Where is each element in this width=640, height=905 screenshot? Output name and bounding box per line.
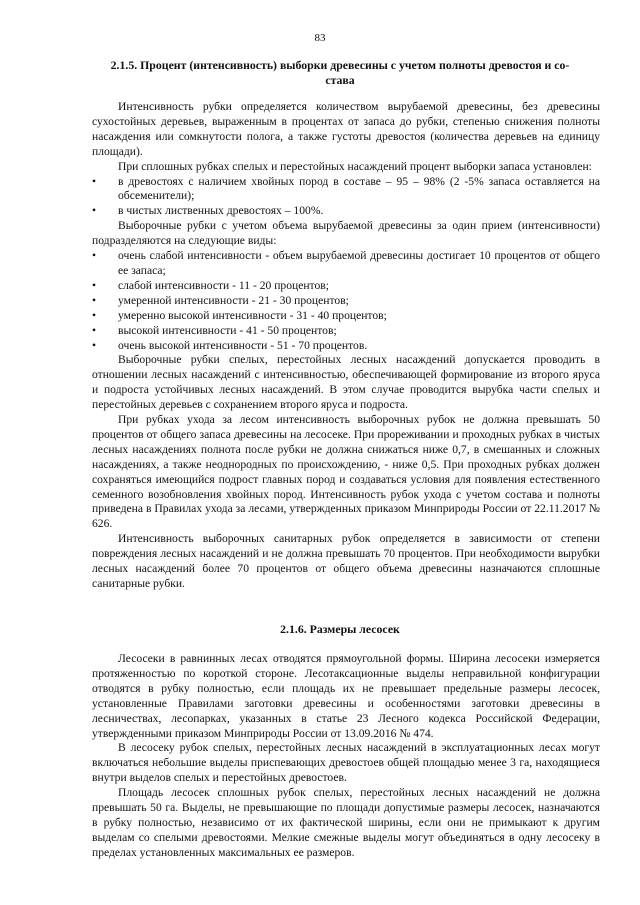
section-heading-2-1-5: [80, 58, 600, 88]
list-item: • высокой интенсивности - 41 - 50 процентов;: [92, 324, 600, 339]
paragraph: Выборочные рубки спелых, перестойных лесных насаждений допускается проводить в отношении лесных насаждений с интенсивностью, обеспечивающей формирование из второго яруса и подроста устойчивых лесных насаждений. В этом случае проводится вырубка части спелых и перестойных деревьев с сохранением второго яруса и подроста.: [92, 353, 600, 412]
list-item: • умеренной интенсивности - 21 - 30 процентов;: [92, 294, 600, 309]
paragraph: При сплошных рубках спелых и перестойных насаждений процент выборки запаса установлен:: [118, 159, 592, 173]
list-item: • умеренно высокой интенсивности - 31 - 40 процентов;: [92, 309, 600, 324]
paragraph: Интенсивность выборочных санитарных рубок определяется в зависимости от степени повреждения лесных насаждений и не должна превышать 70 процентов. При необходимости вырубки лесных насаждений более 70 процентов от общего объема древесины назначаются сплошные санитарные рубки.: [92, 532, 600, 590]
paragraph: Лесосеки в равнинных лесах отводятся прямоугольной формы. Ширина лесосеки измеряется протяженностью по короткой стороне. Лесотаксационные выделы неправильной конфигурации отводятся в рубку полностью, если площадь их не превышает предельные размеры лесосек, установленные Правилами заготовки древесины и особенностями заготовки древесины в лесничествах, лесопарках, указанных в статье 23 Лесного кодекса Российской Федерации, утвержденными приказом Минприроды России от 13.09.2016 № 474.: [92, 652, 600, 740]
bullet-list: [92, 249, 600, 353]
section-heading-2-1-6: 2.1.6. Размеры лесосек: [280, 622, 400, 636]
paragraph: Выборочные рубки с учетом объема вырубаемой древесины за один прием (интенсивности) подразделяются на следующие виды:: [92, 219, 600, 248]
list-item: • очень высокой интенсивности - 51 - 70 процентов.: [92, 339, 600, 354]
section-heading-line1: 2.1.5. Процент (интенсивность) выборки древесины с учетом полноты древостоя и со-: [110, 58, 570, 72]
list-item: • слабой интенсивности - 11 - 20 процентов;: [92, 279, 600, 294]
list-item: • в древостоях с наличием хвойных пород в составе – 95 – 98% (2 -5% запаса оставляется на обсеменители);: [92, 175, 600, 205]
list-item: • в чистых лиственных древостоях – 100%.: [92, 204, 600, 219]
paragraph: При рубках ухода за лесом интенсивность выборочных рубок не должна превышать 50 процентов от общего запаса древесины на лесосеке. При прореживании и проходных рубках в чистых лесных насаждениях полнота после рубки не должна снижаться ниже 0,7, в смешанных и сложных насаждениях, а также неоднородных по происхождению, - ниже 0,5. При проходных рубках должен сохраняться имеющийся подрост главных пород и создаваться условия для появления естественного семенного возобновления хвойных пород. Интенсивность рубок ухода с учетом состава и полноты приведена в Правилах ухода за лесами, утвержденных приказом Минприроды России от 22.11.2017 № 626.: [92, 413, 600, 531]
paragraph: Площадь лесосек сплошных рубок спелых, перестойных лесных насаждений не должна превышать 50 га. Выделы, не превышающие по площади допустимые размеры лесосек, назначаются в рубку полностью, независимо от их фактической ширины, если они не примыкают к другим выделам со спелыми древостоями. Мелкие смежные выделы могут объединяться в одну лесосеку в пределах установленных максимальных ее размеров.: [92, 786, 600, 859]
section-body-2-1-5: [92, 100, 600, 592]
section-body-2-1-6: [92, 652, 600, 861]
page-number: 83: [314, 32, 326, 44]
section-heading-line2: става: [325, 73, 355, 87]
paragraph: Интенсивность рубки определяется количеством вырубаемой древесины, без древесины сухостойных деревьев, выраженным в процентах от запаса до рубки, степенью снижения полноты насаждения или сомкнутости полога, а также густоты древостоя (количества деревьев на единицу площади).: [92, 100, 600, 158]
bullet-list: [92, 175, 600, 220]
paragraph: В лесосеку рубок спелых, перестойных лесных насаждений в эксплуатационных лесах могут включаться небольшие выделы приспевающих древостоев общей площадью менее 3 га, находящиеся внутри выделов спелых и перестойных древостоев.: [92, 741, 600, 785]
list-item: • очень слабой интенсивности - объем вырубаемой древесины достигает 10 процентов от общего ее запаса;: [92, 249, 600, 279]
